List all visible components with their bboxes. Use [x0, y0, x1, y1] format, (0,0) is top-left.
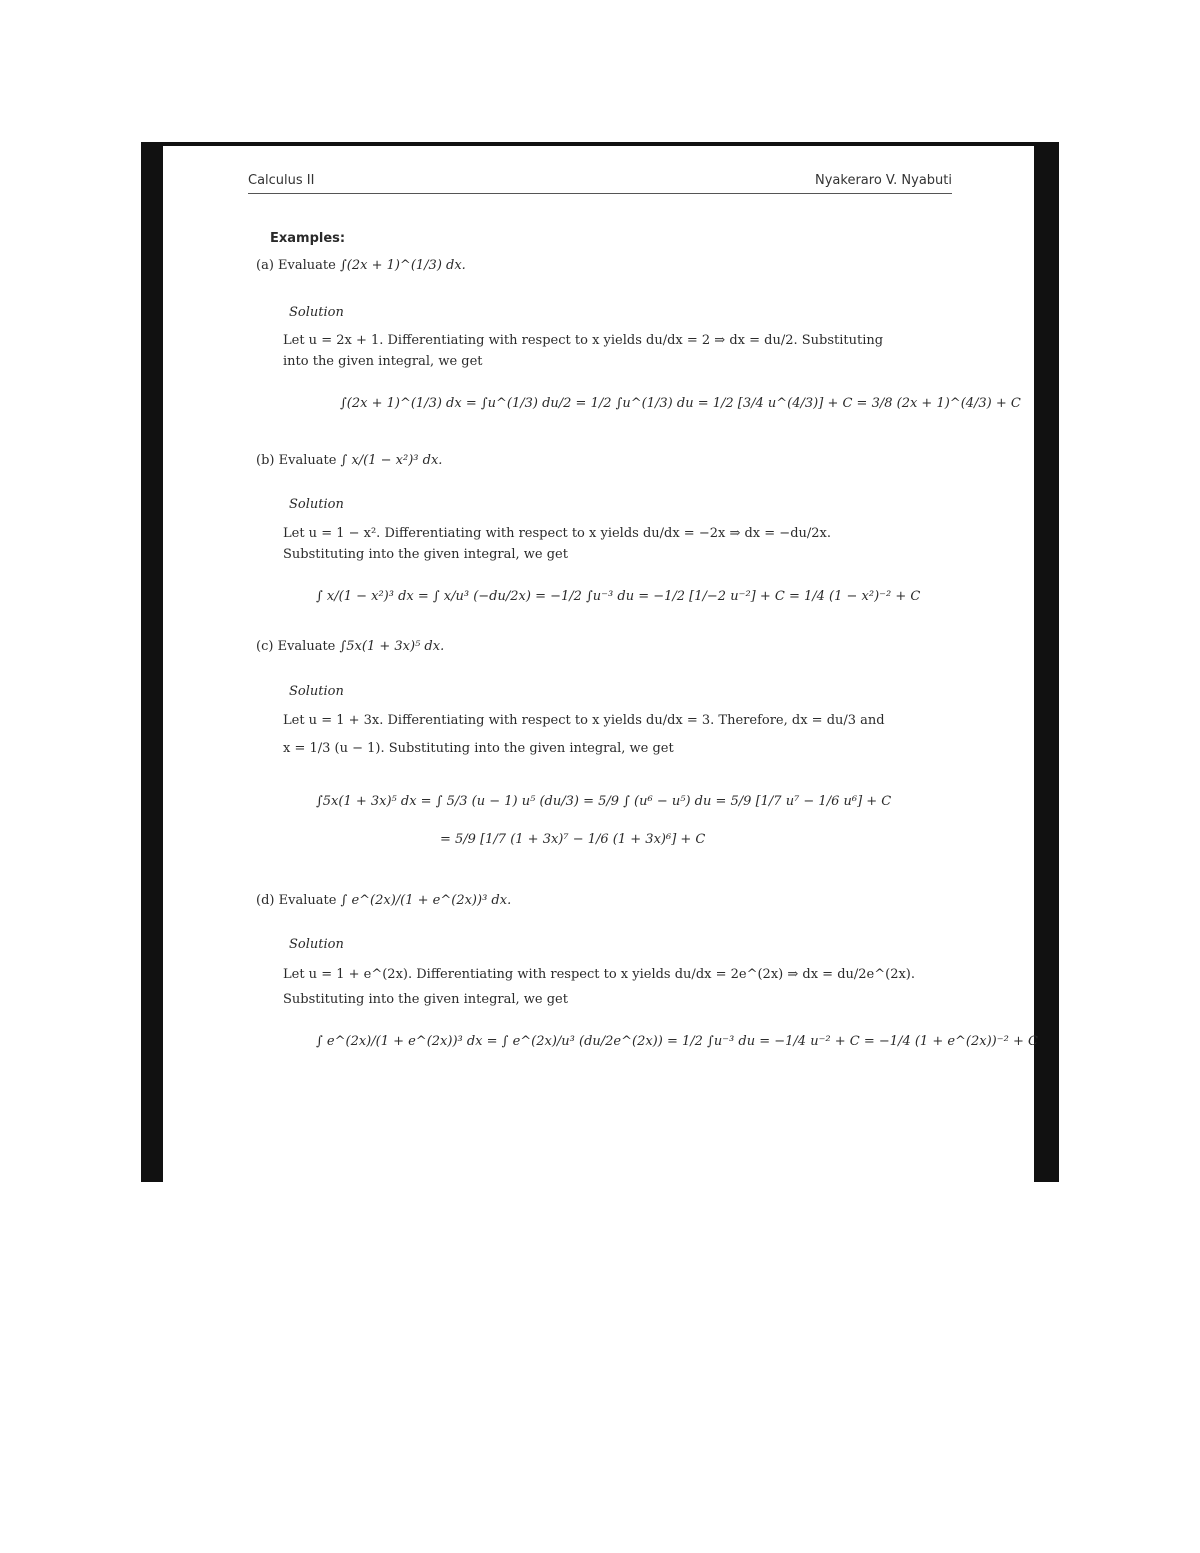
example-a-problem: [256, 258, 466, 273]
example-b-label: (b): [256, 453, 275, 468]
example-c-equation-cont: = 5/9 [1/7 (1 + 3x)⁷ − 1/6 (1 + 3x)⁶] + C: [440, 832, 706, 847]
evaluate-label: Evaluate: [278, 258, 336, 273]
example-d-equation: ∫ e^(2x)/(1 + e^(2x))³ dx = ∫ e^(2x)/u³ (du/2e^(2x)) = 1/2 ∫u⁻³ du = −1/4 u⁻² + C = −1/4 (1 + e^(2x))⁻² + C: [316, 1034, 1038, 1049]
example-c-text-1: Let u = 1 + 3x. Differentiating with respect to x yields du/dx = 3. Therefore, dx = du/3 and: [283, 713, 885, 728]
example-b-problem: [256, 453, 442, 468]
example-c-equation: ∫5x(1 + 3x)⁵ dx = ∫ 5/3 (u − 1) u⁵ (du/3) = 5/9 ∫ (u⁶ − u⁵) du = 5/9 [1/7 u⁷ − 1/6 u⁶] + C: [316, 794, 892, 809]
example-c-label: (c): [256, 639, 274, 654]
page-header: [248, 173, 952, 194]
course-title: Calculus II: [248, 173, 315, 188]
document-page: [163, 146, 1034, 1182]
example-d-integral: ∫ e^(2x)/(1 + e^(2x))³ dx.: [340, 893, 512, 908]
author-name: Nyakeraro V. Nyabuti: [815, 173, 952, 188]
example-b-integral: ∫ x/(1 − x²)³ dx.: [340, 453, 443, 468]
example-a-text-2: into the given integral, we get: [283, 354, 483, 369]
example-d-label: (d): [256, 893, 275, 908]
example-b-text-2: Substituting into the given integral, we get: [283, 547, 568, 562]
example-c-text-2: x = 1/3 (u − 1). Substituting into the given integral, we get: [283, 741, 674, 756]
example-c-integral: ∫5x(1 + 3x)⁵ dx.: [339, 639, 445, 654]
solution-label: Solution: [289, 684, 344, 699]
example-d-text-2: Substituting into the given integral, we get: [283, 992, 568, 1007]
example-b-equation: ∫ x/(1 − x²)³ dx = ∫ x/u³ (−du/2x) = −1/2 ∫u⁻³ du = −1/2 [1/−2 u⁻²] + C = 1/4 (1 − x²)⁻² + C: [316, 589, 921, 604]
solution-label: Solution: [289, 305, 344, 320]
example-b-text-1: Let u = 1 − x². Differentiating with respect to x yields du/dx = −2x ⇒ dx = −du/2x.: [283, 526, 831, 541]
solution-label: Solution: [289, 937, 344, 952]
example-a-text-1: Let u = 2x + 1. Differentiating with respect to x yields du/dx = 2 ⇒ dx = du/2. Substituting: [283, 333, 884, 348]
evaluate-label: Evaluate: [277, 639, 336, 654]
evaluate-label: Evaluate: [278, 453, 337, 468]
example-a-integral: ∫(2x + 1)^(1/3) dx.: [339, 258, 466, 273]
example-c-problem: [256, 639, 444, 654]
evaluate-label: Evaluate: [278, 893, 337, 908]
example-d-problem: [256, 893, 511, 908]
example-a-equation: ∫(2x + 1)^(1/3) dx = ∫u^(1/3) du/2 = 1/2 ∫u^(1/3) du = 1/2 [3/4 u^(4/3)] + C = 3/8 (2x + 1)^(4/3) + C: [340, 396, 1021, 411]
solution-label: Solution: [289, 497, 344, 512]
example-a-label: (a): [256, 258, 274, 273]
examples-heading: Examples:: [270, 231, 346, 246]
example-d-text-1: Let u = 1 + e^(2x). Differentiating with respect to x yields du/dx = 2e^(2x) ⇒ dx = du/2e^(2x).: [283, 967, 916, 982]
